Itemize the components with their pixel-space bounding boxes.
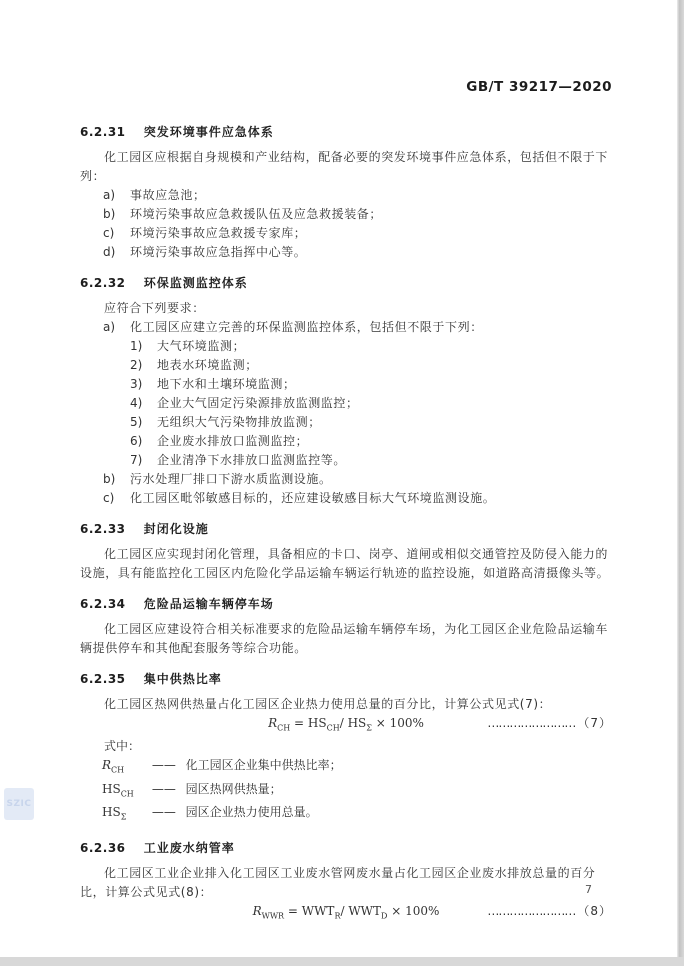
symbol-base: R [102, 758, 112, 773]
section-title: 环保监测监控体系 [143, 276, 248, 290]
formula-operator: / [339, 716, 348, 730]
section-heading [80, 520, 612, 538]
section-6-2-32 [80, 274, 612, 508]
list-item-text: 企业废水排放口监测监控； [157, 434, 309, 448]
section-title: 突发环境事件应急体系 [143, 125, 274, 139]
section-number: 6.2.35 [80, 672, 126, 686]
list-item [103, 186, 612, 205]
sub-list-item [130, 451, 612, 470]
section-number: 6.2.33 [80, 522, 126, 536]
list-item-text: 环境污染事故应急指挥中心等。 [130, 245, 307, 259]
formula-subscript: Σ [366, 723, 372, 733]
dot-leader: …………………… [487, 716, 576, 730]
list-item-text: 环境污染事故应急救援专家库； [130, 226, 307, 240]
section-6-2-34 [80, 595, 612, 658]
list-item-label: 6) [130, 434, 143, 448]
list-item [103, 205, 612, 224]
formula-variable: R [252, 903, 262, 918]
equation-7 [80, 714, 612, 737]
szic-watermark-logo: SZIC [4, 788, 34, 820]
formula-subscript: CH [326, 723, 340, 733]
equation-number [487, 714, 612, 733]
equation-index: （7） [577, 716, 612, 730]
list-item-label: c) [103, 491, 115, 505]
sub-list-item [130, 375, 612, 394]
formula-tail: × 100% [371, 716, 424, 730]
list-item-text: 化工园区应建立完善的环保监测监控体系，包括但不限于下列： [130, 320, 483, 334]
formula-subscript: WWR [261, 910, 285, 920]
list-item-label: 1) [130, 339, 143, 353]
section-title: 封闭化设施 [143, 522, 209, 536]
section-number: 6.2.34 [80, 597, 126, 611]
list-item [103, 470, 612, 489]
list-item-text: 地下水和土壤环境监测； [157, 377, 296, 391]
scan-edge-bottom [0, 957, 684, 966]
list-item-label: a) [103, 320, 116, 334]
paragraph: 化工园区应建设符合相关标准要求的危险品运输车辆停车场，为化工园区企业危险品运输车辆提供停车和其他配套服务等综合功能。 [80, 622, 609, 655]
dot-leader: …………………… [487, 903, 576, 918]
paragraph: 应符合下列要求： [104, 301, 205, 315]
symbol [102, 780, 148, 803]
sub-list [80, 337, 612, 470]
list-item-text: 化工园区毗邻敏感目标的，还应建设敏感目标大气环境监测设施。 [130, 491, 496, 505]
definition-text: 园区企业热力使用总量。 [185, 805, 318, 820]
list-item [103, 224, 612, 243]
list-item-label: 7) [130, 453, 143, 467]
list-item-label: 2) [130, 358, 143, 372]
list-item-text: 环境污染事故应急救援队伍及应急救援装备； [130, 207, 383, 221]
list-item [103, 489, 612, 508]
list-item [103, 243, 612, 262]
list-item-label: a) [103, 188, 116, 202]
formula-term: HS [347, 716, 367, 730]
list-item-text: 大气环境监测； [157, 339, 246, 353]
section-title: 集中供热比率 [143, 672, 222, 686]
list-item [103, 318, 612, 337]
symbol-base: HS [102, 781, 121, 796]
sub-list-item [130, 337, 612, 356]
sub-list-item [130, 356, 612, 375]
list-item-label: 5) [130, 415, 143, 429]
symbol-definition [102, 803, 612, 826]
where-label: 式中： [104, 739, 141, 754]
list-item-label: 4) [130, 396, 143, 410]
definition-dash: —— [151, 781, 176, 796]
section-number: 6.2.36 [80, 840, 126, 855]
section-heading [80, 123, 612, 141]
list-item-label: b) [103, 472, 116, 486]
paragraph: 化工园区工业企业排入化工园区工业废水管网废水量占化工园区企业废水排放总量的百分比，计算公式见式(8)： [80, 865, 596, 899]
formula-subscript: R [334, 910, 341, 920]
section-6-2-33 [80, 520, 612, 583]
formula-operator: = [290, 716, 308, 730]
definition-dash: —— [151, 805, 176, 820]
section-6-2-31 [80, 123, 612, 262]
sub-list-item [130, 413, 612, 432]
section-6-2-35 [80, 670, 612, 827]
symbol [102, 803, 148, 826]
page-number: 7 [585, 883, 592, 896]
symbol-subscript: Σ [120, 812, 127, 822]
scan-edge-right [677, 0, 684, 966]
formula-operator: / [340, 903, 349, 918]
formula-subscript: D [381, 910, 388, 920]
formula-tail: × 100% [387, 903, 440, 918]
symbol [102, 756, 148, 779]
list-item-label: d) [103, 245, 116, 259]
list-item-text: 地表水环境监测； [157, 358, 258, 372]
list-item-label: b) [103, 207, 116, 221]
page-content [80, 0, 612, 925]
definition-text: 园区热网供热量； [185, 781, 282, 796]
paragraph: 化工园区应实现封闭化管理，具备相应的卡口、岗亭、道闸或相似交通管控及防侵入能力的设施，具有能监控化工园区内危险化学品运输车辆运行轨迹的监控设施，如道路高清摄像头等。 [80, 547, 610, 580]
section-number: 6.2.32 [80, 276, 126, 290]
formula-8-expression [253, 904, 440, 918]
symbol-base: HS [102, 805, 121, 820]
list-item-text: 企业大气固定污染源排放监测监控； [157, 396, 359, 410]
formula-subscript: CH [277, 723, 291, 733]
section-heading [80, 595, 612, 613]
definition-dash: —— [151, 758, 176, 773]
section-title: 工业废水纳管率 [143, 840, 235, 855]
paragraph: 化工园区热网供热量占化工园区企业热力使用总量的百分比，计算公式见式(7)： [104, 697, 552, 711]
formula-variable: R [268, 716, 278, 730]
symbol-definition [102, 780, 612, 803]
symbol-subscript: CH [120, 789, 134, 799]
formula-term: WWT [348, 903, 381, 918]
equation-index: （8） [577, 903, 612, 918]
list-item-label: 3) [130, 377, 143, 391]
formula-operator: = [284, 903, 302, 918]
list-item-text: 事故应急池； [130, 188, 206, 202]
section-6-2-36 [80, 839, 612, 925]
equation-8 [80, 902, 612, 925]
sub-list-item [130, 394, 612, 413]
standard-number-header: GB/T 39217—2020 [466, 79, 612, 95]
formula-7-expression [268, 716, 424, 733]
list-item-text: 污水处理厂排口下游水质监测设施。 [130, 472, 332, 486]
section-title: 危险品运输车辆停车场 [143, 597, 274, 611]
paragraph: 化工园区应根据自身规模和产业结构，配备必要的突发环境事件应急体系，包括但不限于下列： [80, 150, 609, 183]
symbol-definition [102, 756, 612, 779]
equation-number [487, 902, 612, 921]
section-heading [80, 839, 612, 857]
list-item-label: c) [103, 226, 115, 240]
definition-text: 化工园区企业集中供热比率； [185, 758, 342, 773]
formula-term: HS [307, 716, 327, 730]
sub-list-item [130, 432, 612, 451]
formula-term: WWT [301, 903, 335, 918]
section-number: 6.2.31 [80, 125, 126, 139]
symbol-subscript: CH [111, 765, 125, 775]
list-item-text: 企业清净下水排放口监测监控等。 [157, 453, 347, 467]
section-heading [80, 670, 612, 688]
section-heading [80, 274, 612, 292]
list-item-text: 无组织大气污染物排放监测； [157, 415, 321, 429]
